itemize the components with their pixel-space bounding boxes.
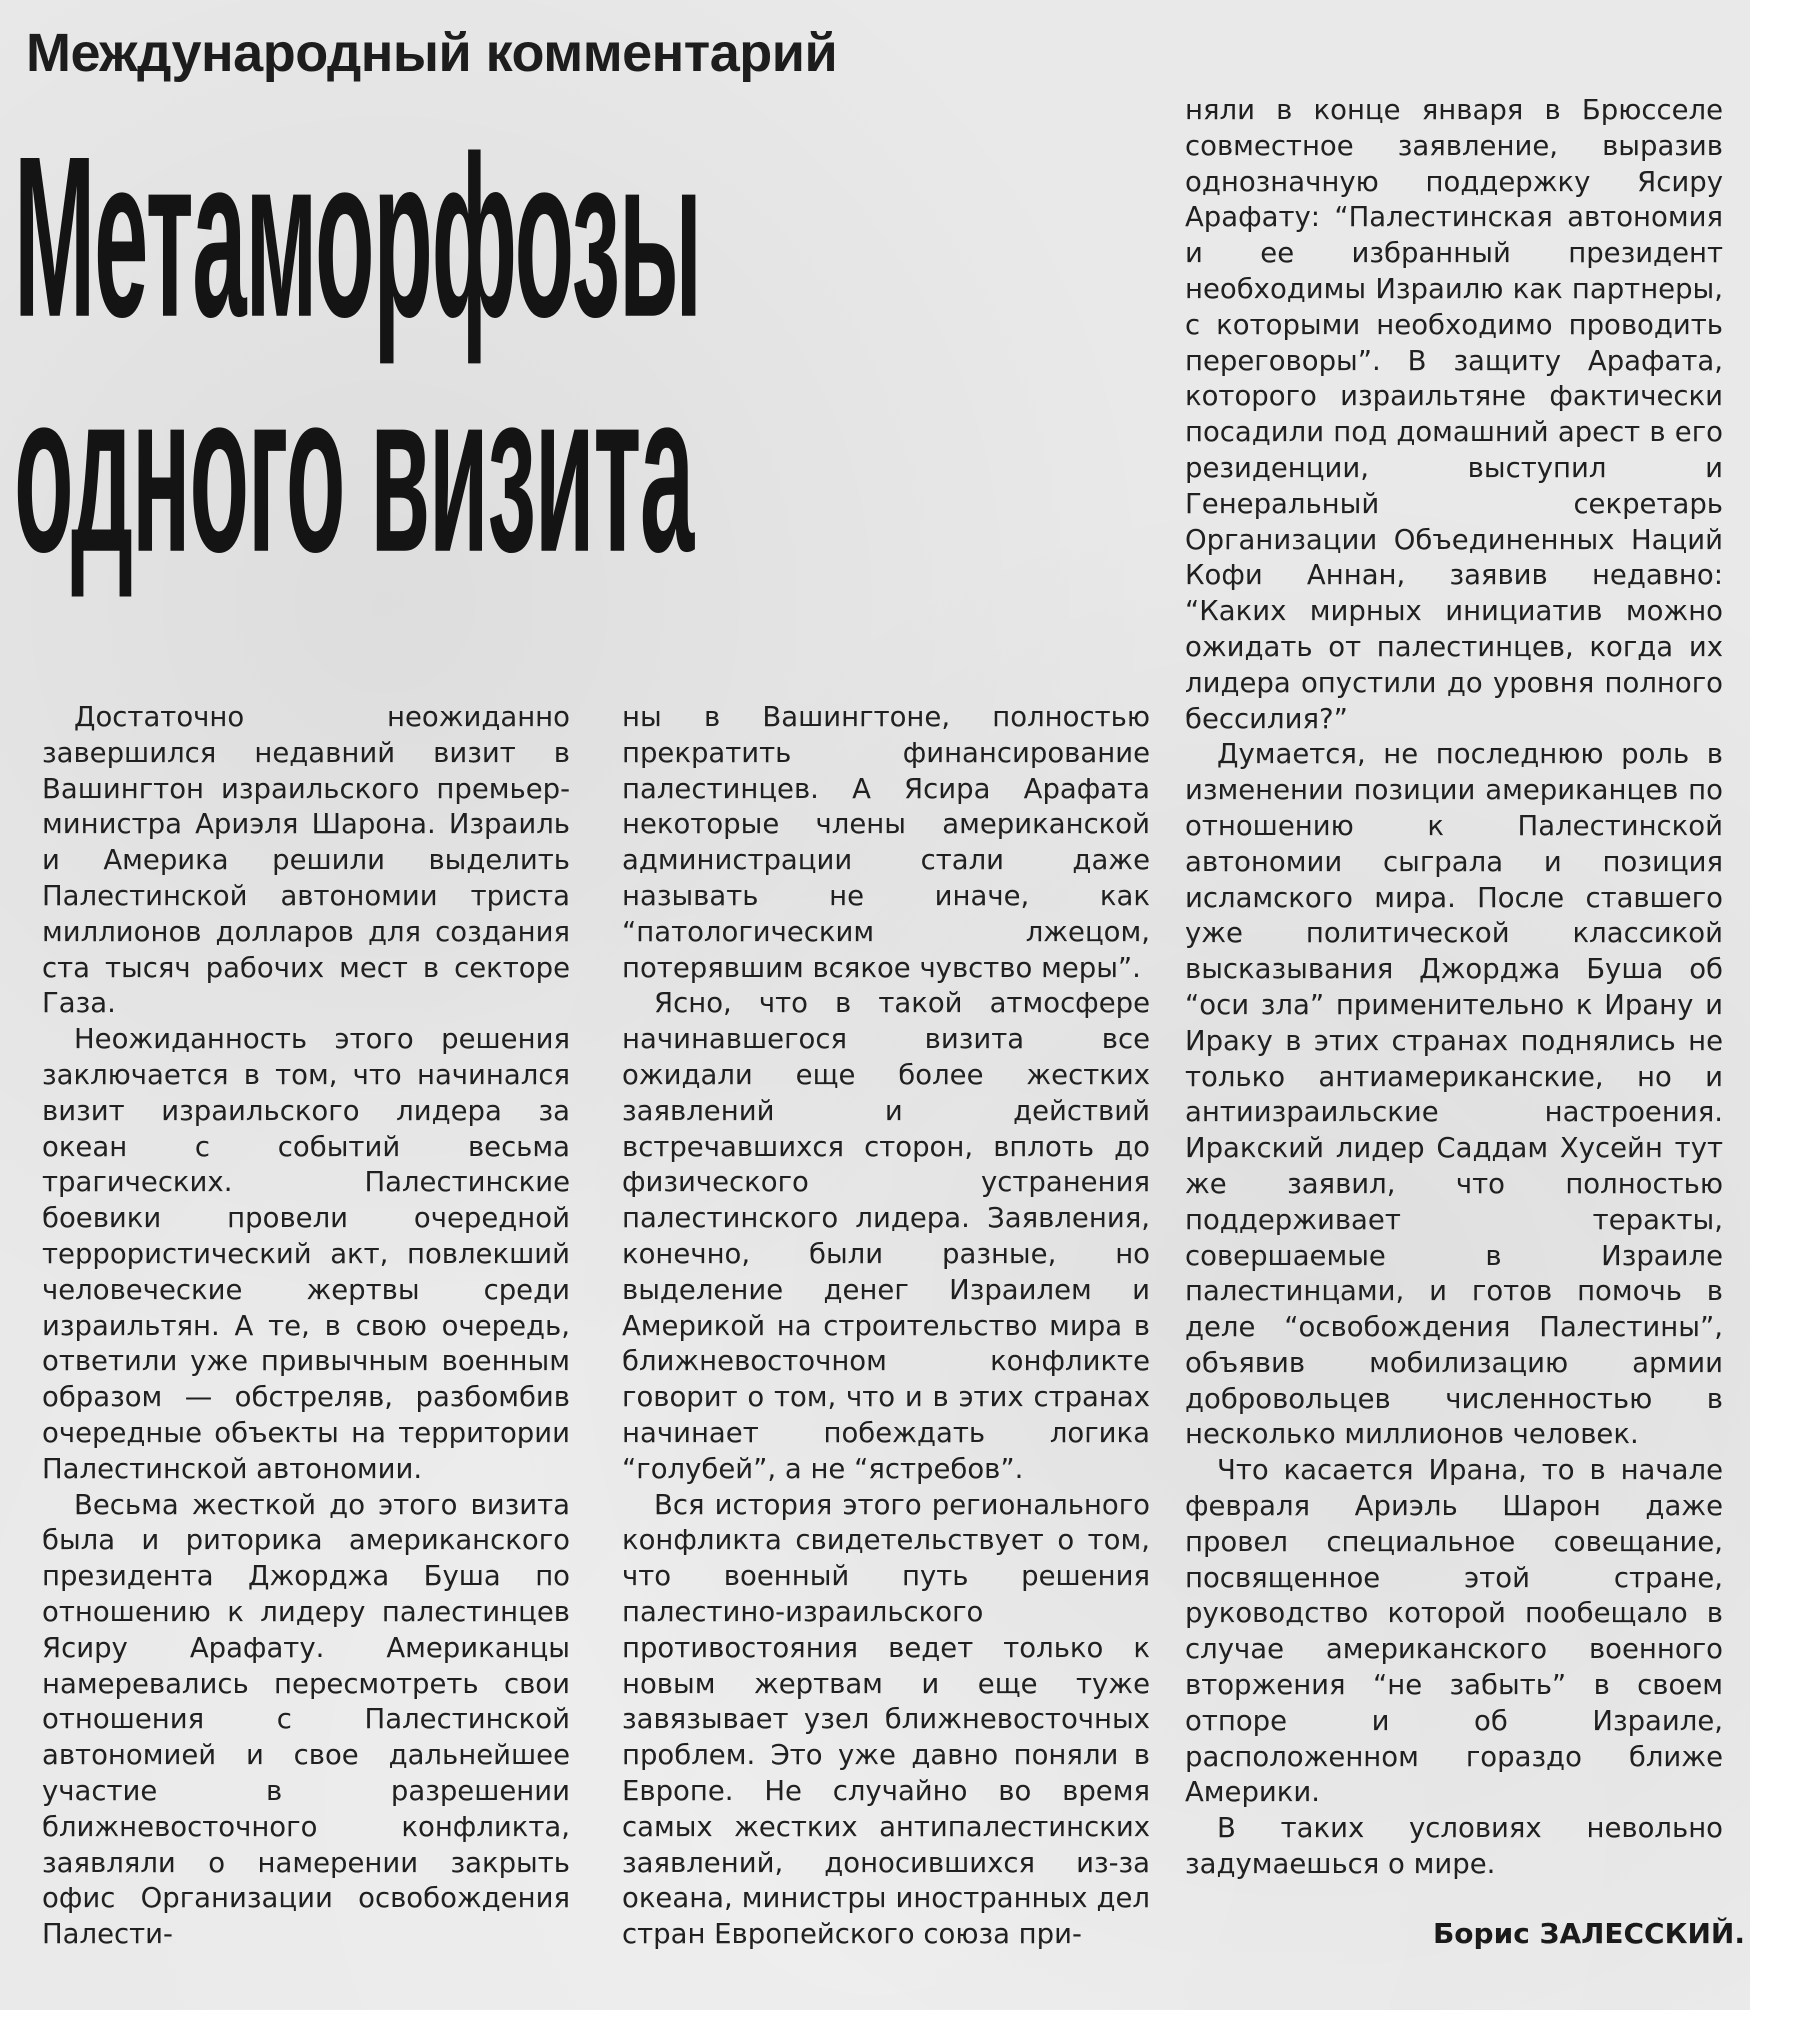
article-column-3 <box>1185 93 1723 1883</box>
paragraph: Неожиданность этого решения заключается в том, что начинался визит израильского лидера за океан с событий весьма трагических. Палестинские боевики провели очередной террористический акт, повлекший человеческие жертвы среди израильтян. А те, в свою очередь, ответили уже привычным военным образом — обстреляв, разбомбив очередные объекты на территории Палестинской автономии. <box>42 1023 570 1485</box>
article-column-1 <box>42 700 570 1953</box>
article-headline <box>14 109 1154 601</box>
author-byline: Борис ЗАЛЕССКИЙ. <box>1432 1917 1745 1950</box>
paragraph-continued: ны в Вашингтоне, полностью прекратить финансирование палестинцев. А Ясира Арафата некоторые члены американской администрации стали даже называть не иначе, как “патологическим лжецом, потерявшим всякое чувство меры”. <box>622 701 1150 984</box>
paragraph: Достаточно неожиданно завершился недавний визит в Вашингтон израильского премьер-министра Ариэля Шарона. Израиль и Америка решили выделить Палестинской автономии триста миллионов долларов для создания ста тысяч рабочих мест в секторе Газа. <box>42 701 570 1020</box>
paragraph: Весьма жесткой до этого визита была и риторика американского президента Джорджа Буша по отношению к лидеру палестинцев Ясиру Арафату. Американцы намеревались пересмотреть свои отношения с Палестинской автономией и свое дальнейшее участие в разрешении ближневосточного конфликта, заявляли о намерении закрыть офис Организации освобождения Палести- <box>42 1488 570 1951</box>
headline-line-1: Метаморфозы <box>14 109 701 366</box>
paragraph: В таких условиях невольно задумаешься о мире. <box>1185 1812 1723 1881</box>
rubric-heading: Международный комментарий <box>26 23 838 83</box>
paragraph: Ясно, что в такой атмосфере начинавшегося визита все ожидали еще более жестких заявлений и действий встречавшихся сторон, вплоть до физического устранения палестинского лидера. Заявления, конечно, были разные, но выделение денег Израилем и Америкой на строительство мира в ближневосточном конфликте говорит о том, что и в этих странах начинает побеждать логика “голубей”, а не “ястребов”. <box>622 987 1150 1485</box>
headline-line-2: одного визита <box>14 344 693 601</box>
paragraph: Думается, не последнюю роль в изменении позиции американцев по отношению к Палестинской автономии сыграла и позиция исламского мира. После ставшего уже политической классикой высказывания Джорджа Буша об “оси зла” применительно к Ирану и Ираку в этих странах поднялись не только антиамериканские, но и антиизраильские настроения. Иракский лидер Саддам Хусейн тут же заявил, что полностью поддерживает теракты, совершаемые в Израиле палестинцами, и готов помочь в деле “освобождения Палестины”, объявив мобилизацию армии добровольцев численностью в несколько миллионов человек. <box>1185 738 1723 1451</box>
article-column-2 <box>622 700 1150 1953</box>
paragraph-continued: няли в конце января в Брюсселе совместное заявление, выразив однозначную поддержку Ясиру Арафату: “Палестинская автономия и ее избранный президент необходимы Израилю как партнеры, с которыми необходимо проводить переговоры”. В защиту Арафата, которого израильтяне фактически посадили под домашний арест в его резиденции, выступил и Генеральный секретарь Организации Объединенных Наций Кофи Аннан, заявив недавно: “Каких мирных инициатив можно ожидать от палестинцев, когда их лидера опустили до уровня полного бессилия?” <box>1185 94 1723 735</box>
paragraph: Что касается Ирана, то в начале февраля Ариэль Шарон даже провел специальное совещание, посвященное этой стране, руководство которой пообещало в случае американского военного вторжения “не забыть” в своем отпоре и об Израиле, расположенном гораздо ближе Америки. <box>1185 1454 1723 1809</box>
paragraph: Вся история этого регионального конфликта свидетельствует о том, что военный путь решения палестино-израильского противостояния ведет только к новым жертвам и еще туже завязывает узел ближневосточных проблем. Это уже давно поняли в Европе. Не случайно во время самых жестких антипалестинских заявлений, доносившихся из-за океана, министры иностранных дел стран Европейского союза при- <box>622 1488 1150 1951</box>
